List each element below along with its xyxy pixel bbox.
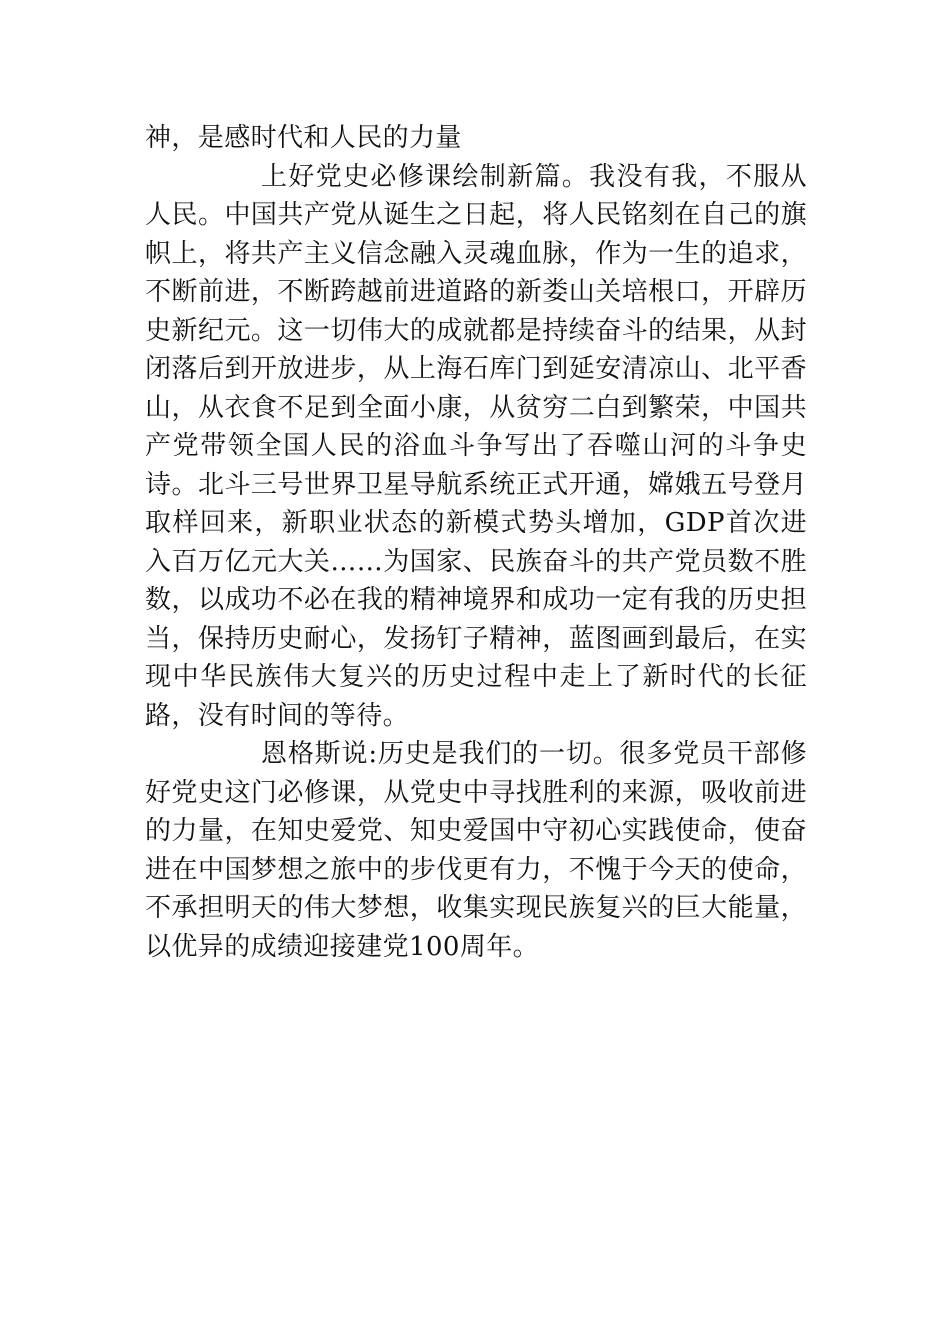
document-body xyxy=(145,119,807,966)
paragraph-engels-quote: 恩格斯说:历史是我们的一切。很多党员干部修好党史这门必修课，从党史中寻找胜利的来源，吸收前进的力量，在知史爱党、知史爱国中守初心实践使命，使奋进在中国梦想之旅中的步伐更有力，不愧于今天的使命，不承担明天的伟大梦想，收集实现民族复兴的巨大能量，以优异的成绩迎接建党100周年。 xyxy=(145,739,807,962)
paragraph-party-history: 上好党史必修课绘制新篇。我没有我，不服从人民。中国共产党从诞生之日起，将人民铭刻在自己的旗帜上，将共产主义信念融入灵魂血脉，作为一生的追求，不断前进，不断跨越前进道路的新娄山关培根口，开辟历史新纪元。这一切伟大的成就都是持续奋斗的结果，从封闭落后到开放进步，从上海石库门到延安清凉山、北平香山，从衣食不足到全面小康，从贫穷二白到繁荣，中国共产党带领全国人民的浴血斗争写出了吞噬山河的斗争史诗。北斗三号世界卫星导航系统正式开通，嫦娥五号登月取样回来，新职业状态的新模式势头增加，GDP首次进入百万亿元大关……为国家、民族奋斗的共产党员数不胜数，以成功不必在我的精神境界和成功一定有我的历史担当，保持历史耐心，发扬钉子精神，蓝图画到最后，在实现中华民族伟大复兴的历史过程中走上了新时代的长征路，没有时间的等待。 xyxy=(145,161,807,731)
paragraph-continuation: 神，是感时代和人民的力量 xyxy=(145,123,462,153)
